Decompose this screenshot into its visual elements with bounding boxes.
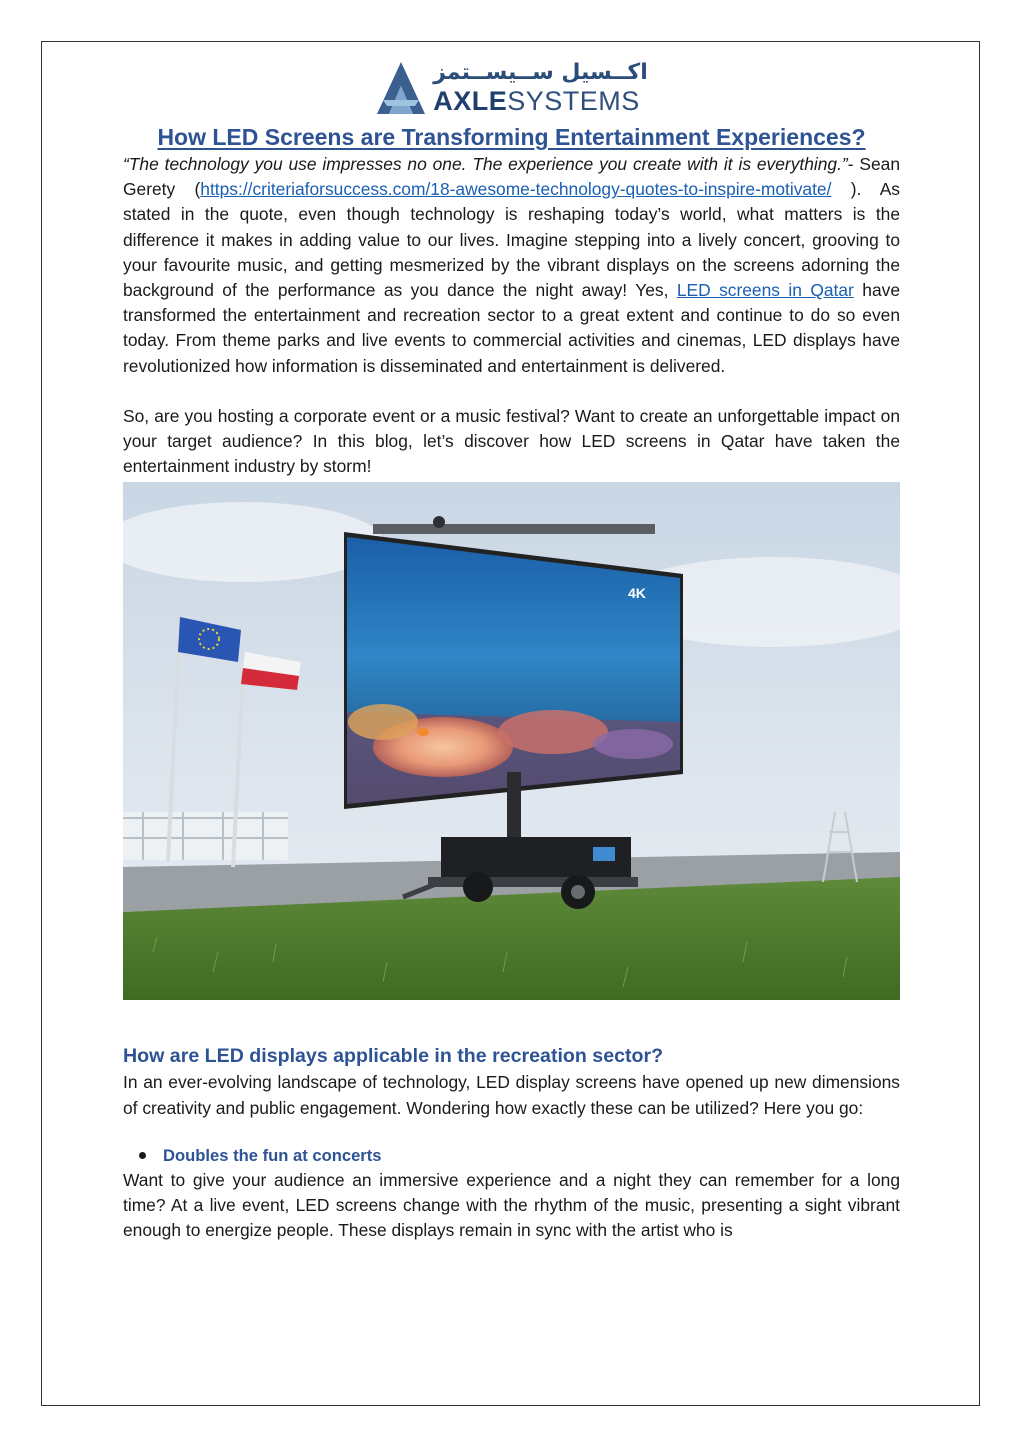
bullet-paragraph: Want to give your audience an immersive experience and a night they can remember for a long time? At a live event, LED screens change with the rhythm of the music, presenting a sight vibrant enough to energize people. These displays remain in sync with the artist who is [123,1169,900,1241]
bullet-label: Doubles the fun at concerts [163,1145,382,1165]
article-title: How LED Screens are Transforming Entertainment Experiences? [157,124,866,150]
document-content [123,55,900,1243]
company-logo [123,55,900,121]
bullet-list [123,1143,900,1168]
bullet-item-concerts [123,1143,900,1168]
logo-light-part: SYSTEMS [507,86,640,116]
intro-paragraph [123,152,900,379]
second-paragraph: So, are you hosting a corporate event or a music festival? Want to create an unforgettable impact on your target audience? In this blog, let’s discover how LED screens in Qatar have taken the entertainment industry by storm! [123,405,900,477]
bullet-dot-icon [139,1152,146,1159]
intro-text-2: have transformed the entertainment and recreation sector to a great extent and continue to do so even today. From theme parks and live events to commercial activities and cinemas, LED displays have revolutionized how information is disseminated and entertainment is delivered. [123,280,900,376]
axle-logo-icon [375,60,427,116]
led-screen-photo [123,482,900,1000]
intro-text-1: ). As stated in the quote, even though technology is reshaping today’s world, what matters is the difference it makes in adding value to our lives. Imagine stepping into a lively concert, grooving to your favourite music, and getting mesmerized by the vibrant displays on the screens adorning the background of the performance as you dance the night away! Yes, [123,179,900,301]
quote-source-link[interactable]: https://criteriaforsuccess.com/18-awesome-technology-quotes-to-inspire-motivate/ [200,179,832,200]
section-intro: In an ever-evolving landscape of technology, LED display screens have opened up new dimensions of creativity and public engagement. Wondering how exactly these can be utilized? Here you go: [123,1072,900,1118]
screen-4k-label: 4K [628,585,646,602]
quote-author: - Sean Gerety ( [123,154,900,200]
section-heading: How are LED displays applicable in the recreation sector? [123,1045,664,1068]
logo-arabic-text: اكــسيل ســيســتمز [433,60,648,85]
quote-text: “The technology you use impresses no one. The experience you create with it is everything.” [123,154,848,174]
logo-latin-text [433,86,640,116]
led-screens-qatar-link[interactable]: LED screens in Qatar [676,280,854,301]
logo-bold-part: AXLE [433,86,508,116]
hero-image-led-trailer [123,482,900,1000]
